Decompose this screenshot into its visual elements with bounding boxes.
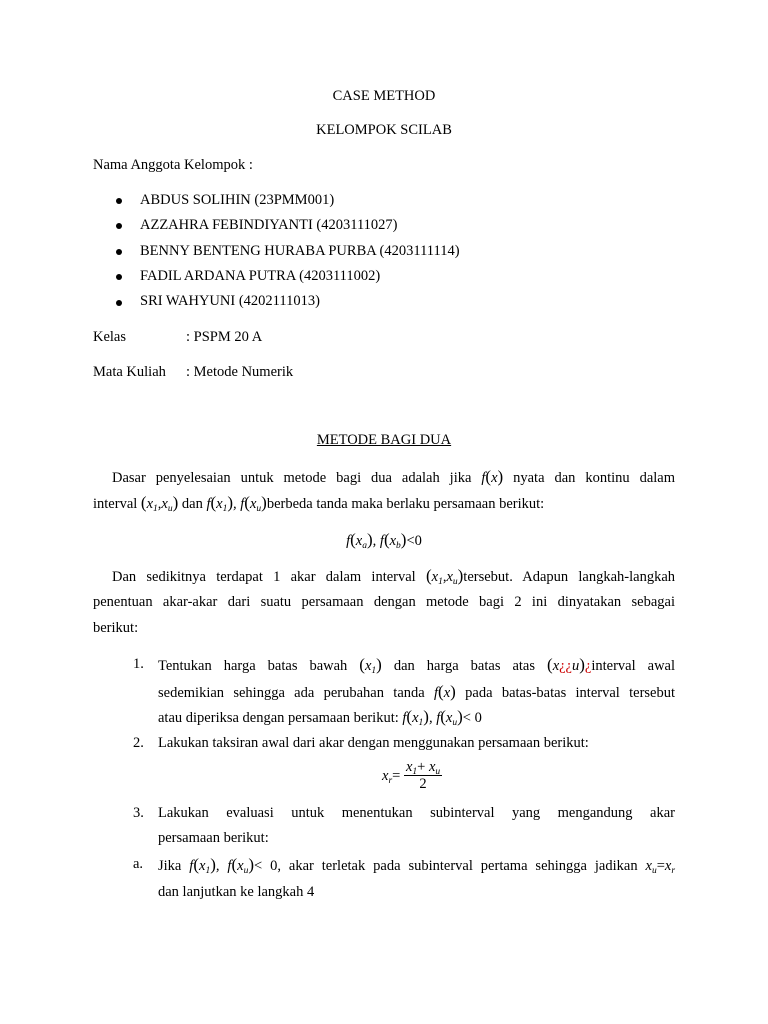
paragraph-1-line-1: Dasar penyelesaian untuk metode bagi dua adalah jika f(x) nyata dan kontinu dalam	[112, 467, 676, 486]
step-2-number: 2.	[133, 735, 144, 751]
course-label: Mata Kuliah	[93, 364, 166, 380]
step-a-line-1: Jika $f(x_1)$, $f(x_u)< 0$, akar terletak pada subinterval pertama sehingga jadikan $x_u=x_r$	[158, 855, 676, 876]
section-heading: METODE BAGI DUA	[316, 432, 452, 448]
list-item: AZZAHRA FEBINDIYANTI (4203111027)	[140, 217, 398, 233]
paragraph-2-line-1: Dan sedikitnya terdapat 1 akar dalam interval $(x_1,x_u)tersebut$. Adapun langkah-langkah	[112, 566, 676, 587]
math-interval: $(x_1,x_u)$	[140, 493, 179, 514]
bullet-icon	[116, 249, 122, 255]
step-a-line-2: dan lanjutkan ke langkah 4	[158, 884, 315, 900]
class-label: Kelas	[93, 329, 127, 345]
paragraph-2-line-3: berikut:	[93, 620, 139, 636]
bullet-icon	[116, 274, 122, 280]
list-item: SRI WAHYUNI (4202111013)	[140, 293, 320, 309]
step-1-number: 1.	[133, 656, 144, 672]
fraction: $\frac{x_1+ x_u}{2}$	[405, 759, 441, 792]
class-value: : PSPM 20 A	[186, 329, 263, 345]
step-3-line-1: Lakukan evaluasi untuk menentukan subinterval yang mengandung akar	[158, 805, 675, 821]
step-1-line-2: sedemikian sehingga ada perubahan tanda f(x) pada batas-batas interval tersebut	[158, 682, 676, 701]
bullet-icon	[116, 223, 122, 229]
step-1-line-3: atau diperiksa dengan persamaan berikut: $f(x_1)$, $f(x_u)< 0$	[158, 707, 482, 728]
course-value: : Metode Numerik	[186, 364, 294, 380]
math-fx1-fxu: $f(x_1)$, $f(x_u)$	[206, 493, 267, 514]
list-item: ABDUS SOLIHIN (23PMM001)	[140, 192, 335, 208]
step-1-line-1: Tentukan harga batas bawah $(x_1)$ dan harga batas atas (x¿¿u)¿interval awal	[158, 655, 676, 676]
math-interval: $(x_1,x_u)$	[425, 566, 464, 587]
paragraph-2-line-2: penentuan akar-akar dari suatu persamaan dengan metode bagi 2 ini dinyatakan sebagai	[93, 594, 675, 610]
step-a-number: a.	[133, 856, 144, 872]
bullet-icon	[116, 300, 122, 306]
step-3-number: 3.	[133, 805, 144, 821]
bullet-icon	[116, 198, 122, 204]
step-3-line-2: persamaan berikut:	[158, 830, 269, 846]
paragraph-1-line-2: interval $(x_1,x_u)$ dan $f(x_1)$, $f(x_u)berbeda$ tanda maka berlaku persamaan berikut:	[93, 493, 545, 514]
members-label: Nama Anggota Kelompok :	[93, 157, 253, 173]
step-2-text: Lakukan taksiran awal dari akar dengan menggunakan persamaan berikut:	[158, 735, 589, 751]
equation-1: $f(x_a)$, $f(x_b)<0$	[346, 530, 422, 551]
equation-xr: $x_r=$ $\frac{x_1+ x_u}{2}$	[382, 759, 441, 792]
list-item: FADIL ARDANA PUTRA (4203111002)	[140, 268, 381, 284]
group-name: KELOMPOK SCILAB	[316, 122, 452, 138]
math-fx: f(x)	[481, 467, 504, 486]
document-title: CASE METHOD	[332, 88, 436, 104]
list-item: BENNY BENTENG HURABA PURBA (4203111114)	[140, 243, 460, 259]
